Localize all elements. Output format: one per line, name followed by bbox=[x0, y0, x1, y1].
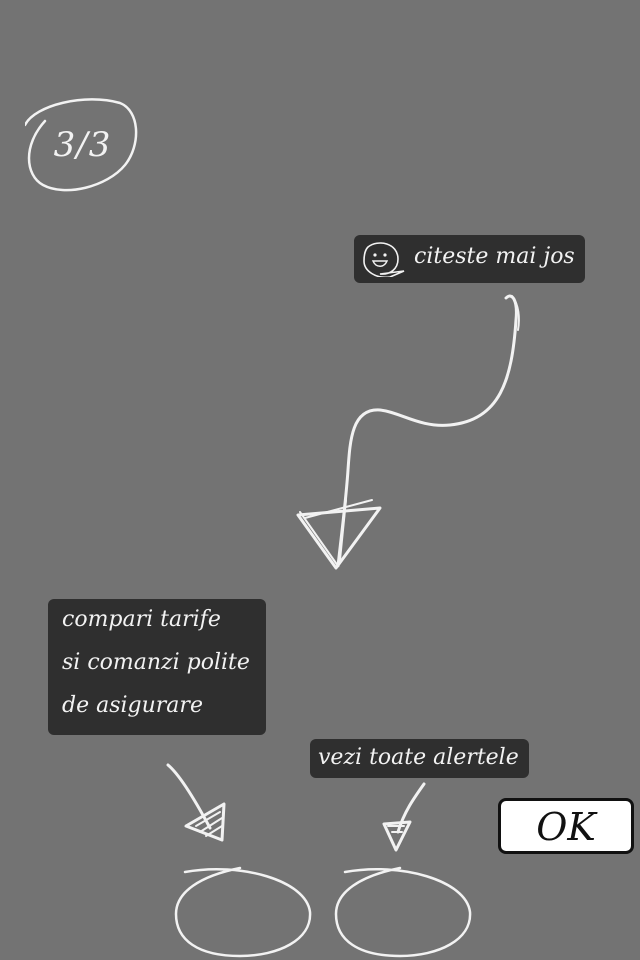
hint-read-more-text: citeste mai jos bbox=[414, 244, 575, 269]
hint-compare-line-2: si comanzi polite bbox=[62, 650, 250, 675]
hint-alerts-text: vezi toate alertele bbox=[318, 745, 519, 770]
smiley-face-icon bbox=[360, 241, 406, 277]
hint-compare bbox=[48, 599, 266, 735]
hint-alerts bbox=[310, 739, 529, 778]
compare-arrow-icon bbox=[168, 765, 224, 840]
page-indicator bbox=[25, 95, 140, 200]
scroll-down-arrow-icon bbox=[298, 296, 519, 568]
page-indicator-text: 3/3 bbox=[53, 125, 112, 165]
hint-compare-line-3: de asigurare bbox=[62, 693, 203, 718]
hint-read-more bbox=[354, 235, 585, 283]
hint-compare-line-1: compari tarife bbox=[62, 607, 221, 632]
ok-button[interactable] bbox=[498, 798, 634, 854]
ok-button-label: OK bbox=[536, 805, 596, 849]
alerts-arrow-icon bbox=[384, 784, 424, 850]
circle-target-icon bbox=[176, 868, 470, 956]
